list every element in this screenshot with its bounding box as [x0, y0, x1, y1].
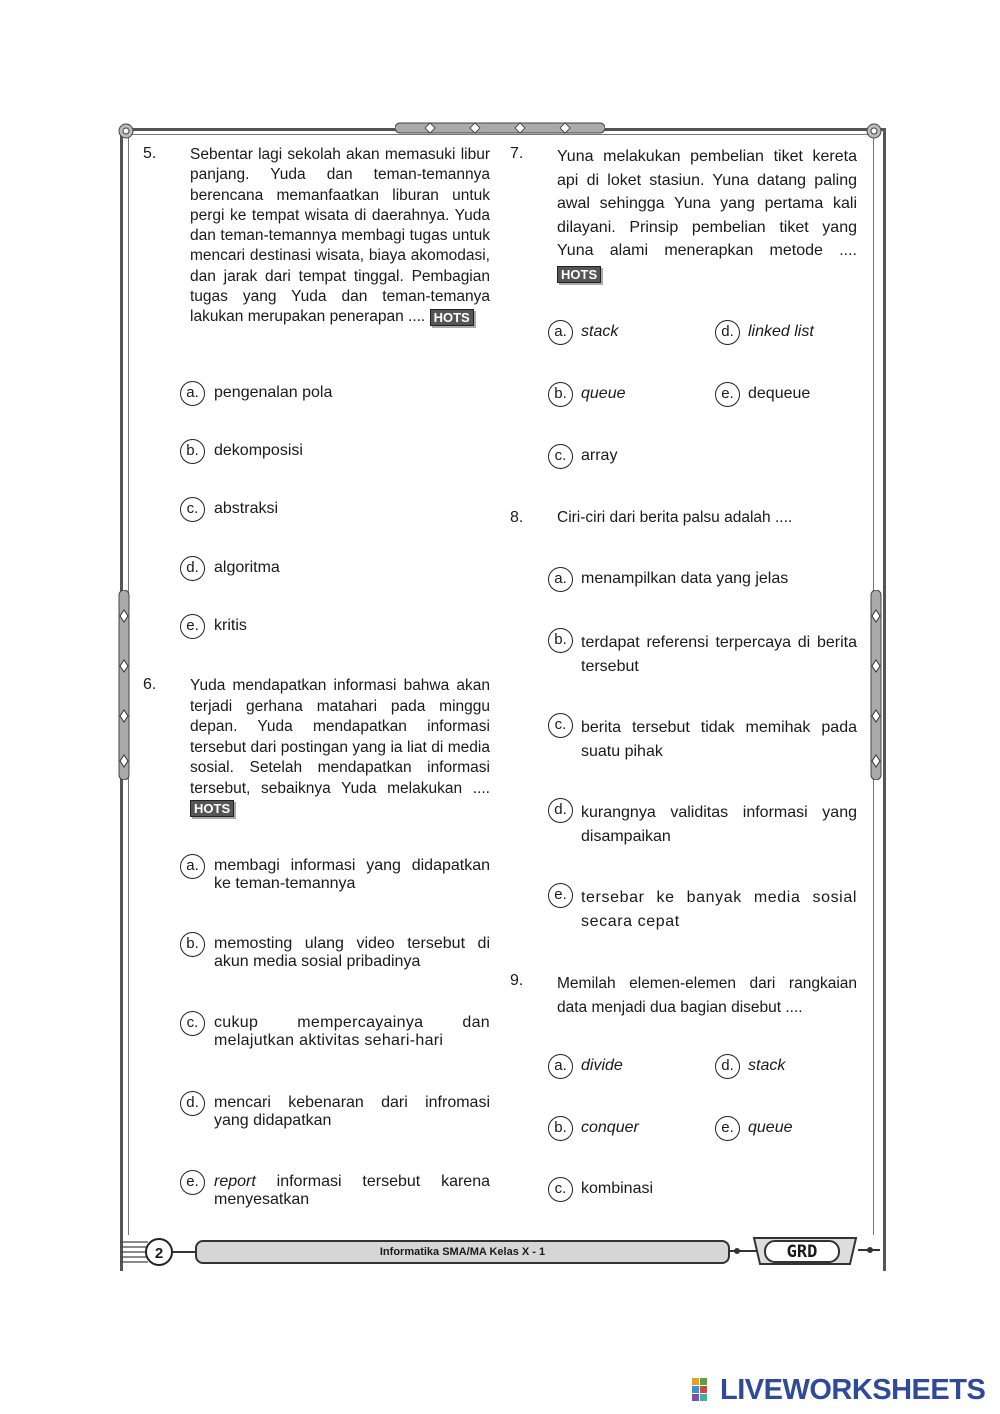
option-text: cukup mempercayainya dan melajutkan aktivitas sehari-hari — [214, 1014, 490, 1049]
option-text: tersebar ke banyak media sosial secara cepat — [581, 889, 857, 930]
option-letter[interactable]: d. — [548, 798, 573, 823]
option-letter[interactable]: e. — [715, 1116, 740, 1141]
right-side-ornament — [870, 590, 882, 780]
option-letter[interactable]: b. — [548, 382, 573, 407]
option-letter[interactable]: b. — [548, 1116, 573, 1141]
option-text: kombinasi — [581, 1180, 654, 1197]
hots-badge: HOTS — [190, 800, 234, 817]
option-text: dequeue — [748, 385, 811, 402]
option-letter[interactable]: c. — [548, 1177, 573, 1202]
option-text: pengenalan pola — [214, 384, 333, 401]
option-text: dekomposisi — [214, 442, 303, 459]
option-letter[interactable]: b. — [180, 439, 205, 464]
option-letter[interactable]: d. — [715, 320, 740, 345]
option-text: terdapat referensi terpercaya di berita tersebut — [581, 634, 857, 675]
option-letter[interactable]: d. — [715, 1054, 740, 1079]
corner-ornament-right — [865, 122, 883, 140]
left-side-ornament — [118, 590, 130, 780]
question-text: Yuda mendapatkan informasi bahwa akan terjadi gerhana matahari pada minggu depan. Yuda mendapatkan informasi tersebut dari postingan yang ia liat di media sosial. Setelah mendapatkan informasi tersebut, sebaiknya Yuda melakukan .... HOTS — [190, 677, 490, 817]
footer-book-title-bar — [195, 1240, 730, 1264]
option-text: conquer — [581, 1119, 639, 1136]
question-text: Sebentar lagi sekolah akan memasuki libur panjang. Yuda dan teman-temannya berencana memanfaatkan liburan untuk pergi ke tempat wisata di daerahnya. Yuda dan teman-temannya membagi tugas untuk mencari destinasi wisata, biaya akomodasi, dan jarak dari tempat tinggal. Pembagian tugas yang Yuda dan teman-temanya lakukan merupakan penerapan .... HOTS — [190, 146, 490, 326]
option-letter[interactable]: a. — [180, 381, 205, 406]
option-letter[interactable]: c. — [180, 497, 205, 522]
question-number: 8. — [510, 509, 524, 526]
option-letter[interactable]: a. — [548, 1054, 573, 1079]
book-title: Informatika SMA/MA Kelas X - 1 — [379, 1246, 546, 1258]
option-text: mencari kebenaran dari infromasi yang didapatkan — [214, 1094, 490, 1129]
liveworksheets-logo-icon — [692, 1378, 716, 1402]
option-text: kritis — [214, 617, 247, 634]
option-letter[interactable]: e. — [715, 382, 740, 407]
option-text: memosting ulang video tersebut di akun media sosial pribadinya — [214, 935, 490, 970]
question-number: 9. — [510, 972, 524, 989]
footer-right-end — [858, 1240, 880, 1260]
question-text: Memilah elemen-elemen dari rangkaian data menjadi dua bagian disebut .... — [557, 975, 857, 1016]
option-letter[interactable]: e. — [548, 883, 573, 908]
option-text: report informasi tersebut karena menyesatkan — [214, 1173, 490, 1208]
question-text: Ciri-ciri dari berita palsu adalah .... — [557, 509, 793, 526]
option-letter[interactable]: c. — [548, 713, 573, 738]
option-letter[interactable]: b. — [180, 932, 205, 957]
option-letter[interactable]: c. — [180, 1011, 205, 1036]
option-text: kurangnya validitas informasi yang disampaikan — [581, 804, 857, 845]
option-letter[interactable]: d. — [180, 1091, 205, 1116]
footer-stripes-decoration — [120, 1238, 148, 1266]
option-letter[interactable]: e. — [180, 1170, 205, 1195]
option-text: linked list — [748, 323, 814, 340]
option-letter[interactable]: b. — [548, 628, 573, 653]
option-text: menampilkan data yang jelas — [581, 570, 789, 587]
question-text: Yuna melakukan pembelian tiket kereta api di loket stasiun. Yuna datang paling awal sehingga Yuna yang pertama kali dilayani. Prinsip pembelian tiket yang Yuna alami menerapkan metode .... HOTS — [557, 148, 857, 282]
corner-ornament-left — [117, 122, 135, 140]
option-text: membagi informasi yang didapatkan ke teman-temannya — [214, 857, 490, 892]
option-letter[interactable]: c. — [548, 444, 573, 469]
question-number: 6. — [143, 676, 157, 693]
option-text: algoritma — [214, 559, 280, 576]
option-text: queue — [581, 385, 626, 402]
option-letter[interactable]: e. — [180, 614, 205, 639]
option-text: stack — [581, 323, 619, 340]
publisher-logo: GRD — [786, 1242, 818, 1262]
question-number: 5. — [143, 145, 157, 162]
option-text: divide — [581, 1057, 623, 1074]
option-text: queue — [748, 1119, 793, 1136]
option-letter[interactable]: a. — [548, 320, 573, 345]
option-text: abstraksi — [214, 500, 279, 517]
option-text-italic: report — [214, 1173, 256, 1190]
option-letter[interactable]: a. — [548, 567, 573, 592]
liveworksheets-watermark: LIVEWORKSHEETS — [720, 1374, 986, 1406]
footer-connector — [173, 1249, 197, 1255]
option-letter[interactable]: d. — [180, 556, 205, 581]
question-number: 7. — [510, 145, 524, 162]
page-number: 2 — [145, 1238, 173, 1266]
option-text: berita tersebut tidak memihak pada suatu pihak — [581, 719, 857, 760]
option-letter[interactable]: a. — [180, 854, 205, 879]
option-text: stack — [748, 1057, 786, 1074]
hots-badge: HOTS — [557, 266, 601, 283]
hots-badge: HOTS — [430, 309, 474, 326]
option-text: array — [581, 447, 618, 464]
top-ornament — [395, 121, 605, 135]
